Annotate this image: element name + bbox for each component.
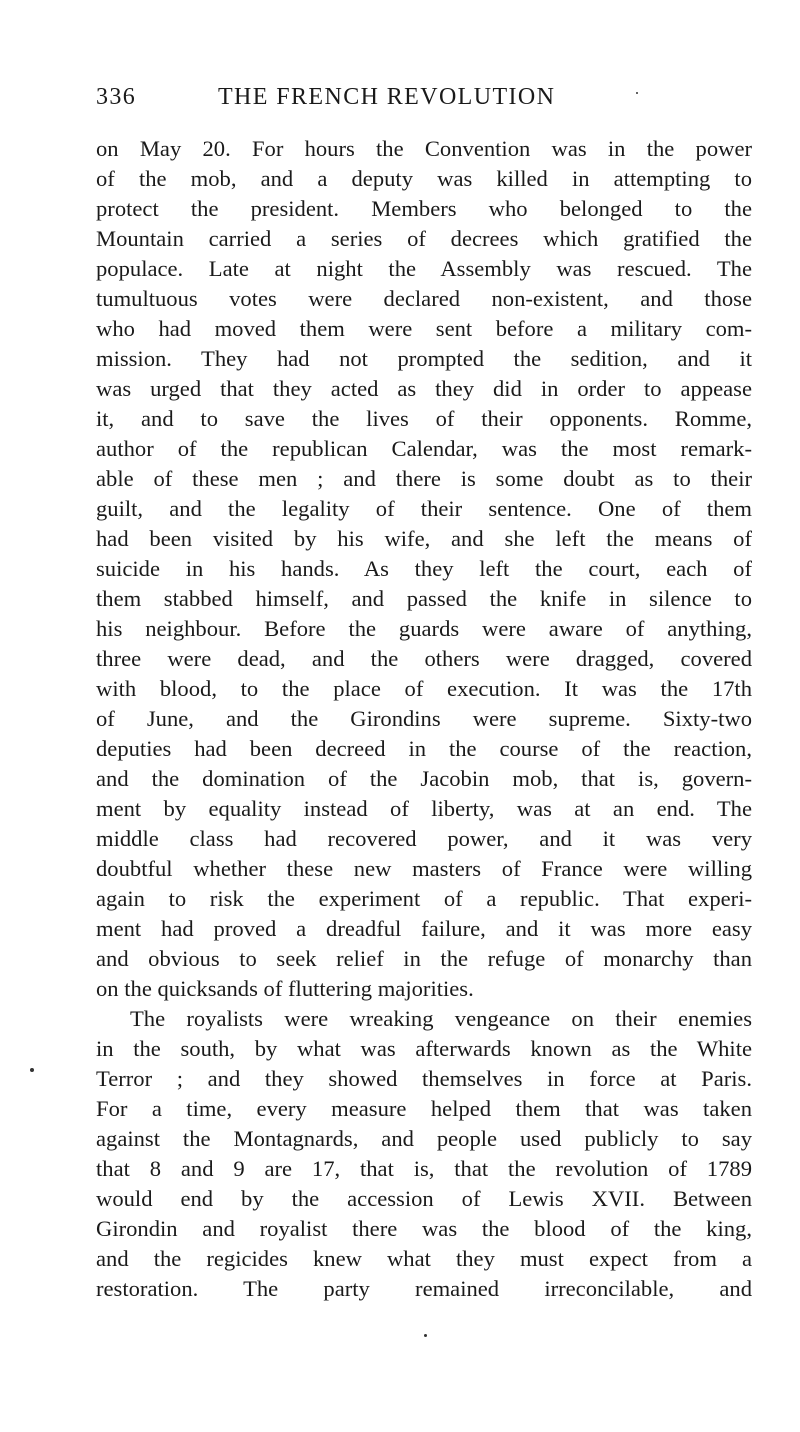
text-line: Terror ; and they showed themselves in force at Paris. <box>96 1066 752 1091</box>
page-number: 336 <box>96 84 137 110</box>
text-line: with blood, to the place of execution. It was the 17th <box>96 676 752 701</box>
margin-speck <box>636 92 638 94</box>
text-line: and the domination of the Jacobin mob, that is, govern- <box>96 766 752 791</box>
text-line: author of the republican Calendar, was the most remark- <box>96 436 752 461</box>
text-line: and obvious to seek relief in the refuge of monarchy than <box>96 946 752 971</box>
text-line: in the south, by what was afterwards known as the White <box>96 1036 752 1061</box>
text-line: ment had proved a dreadful failure, and it was more easy <box>96 916 752 941</box>
margin-speck <box>424 1334 427 1337</box>
text-line: was urged that they acted as they did in order to appease <box>96 376 752 401</box>
text-line: The royalists were wreaking vengeance on their enemies <box>130 1006 752 1031</box>
text-line: had been visited by his wife, and she left the means of <box>96 526 752 551</box>
margin-speck <box>30 1068 34 1072</box>
text-line: again to risk the experiment of a republic. That experi- <box>96 886 752 911</box>
text-line: guilt, and the legality of their sentence. One of them <box>96 496 752 521</box>
text-line: against the Montagnards, and people used publicly to say <box>96 1126 752 1151</box>
text-line: ment by equality instead of liberty, was at an end. The <box>96 796 752 821</box>
text-line: who had moved them were sent before a military com- <box>96 316 752 341</box>
body-text <box>96 134 752 1304</box>
text-line: of June, and the Girondins were supreme. Sixty-two <box>96 706 752 731</box>
text-line: three were dead, and the others were dragged, covered <box>96 646 752 671</box>
text-line: tumultuous votes were declared non-existent, and those <box>96 286 752 311</box>
text-line: able of these men ; and there is some doubt as to their <box>96 466 752 491</box>
text-line: it, and to save the lives of their opponents. Romme, <box>96 406 752 431</box>
text-line: would end by the accession of Lewis XVII. Between <box>96 1186 752 1211</box>
text-line: populace. Late at night the Assembly was rescued. The <box>96 256 752 281</box>
text-line: mission. They had not prompted the sedition, and it <box>96 346 752 371</box>
text-line: For a time, every measure helped them that was taken <box>96 1096 752 1121</box>
text-line: doubtful whether these new masters of France were willing <box>96 856 752 881</box>
text-line: deputies had been decreed in the course of the reaction, <box>96 736 752 761</box>
text-line: on May 20. For hours the Convention was in the power <box>96 136 752 161</box>
text-line: protect the president. Members who belonged to the <box>96 196 752 221</box>
text-line: them stabbed himself, and passed the knife in silence to <box>96 586 752 611</box>
text-line: Mountain carried a series of decrees which gratified the <box>96 226 752 251</box>
text-line: on the quicksands of fluttering majorities. <box>96 976 474 1001</box>
text-line: his neighbour. Before the guards were aware of anything, <box>96 616 752 641</box>
text-line: suicide in his hands. As they left the court, each of <box>96 556 752 581</box>
running-title: THE FRENCH REVOLUTION <box>218 84 556 110</box>
text-line: Girondin and royalist there was the blood of the king, <box>96 1216 752 1241</box>
text-line: restoration. The party remained irreconcilable, and <box>96 1276 752 1301</box>
text-line: middle class had recovered power, and it was very <box>96 826 752 851</box>
text-line: of the mob, and a deputy was killed in attempting to <box>96 166 752 191</box>
running-head <box>96 84 656 116</box>
text-line: and the regicides knew what they must expect from a <box>96 1246 752 1271</box>
text-line: that 8 and 9 are 17, that is, that the revolution of 1789 <box>96 1156 752 1181</box>
